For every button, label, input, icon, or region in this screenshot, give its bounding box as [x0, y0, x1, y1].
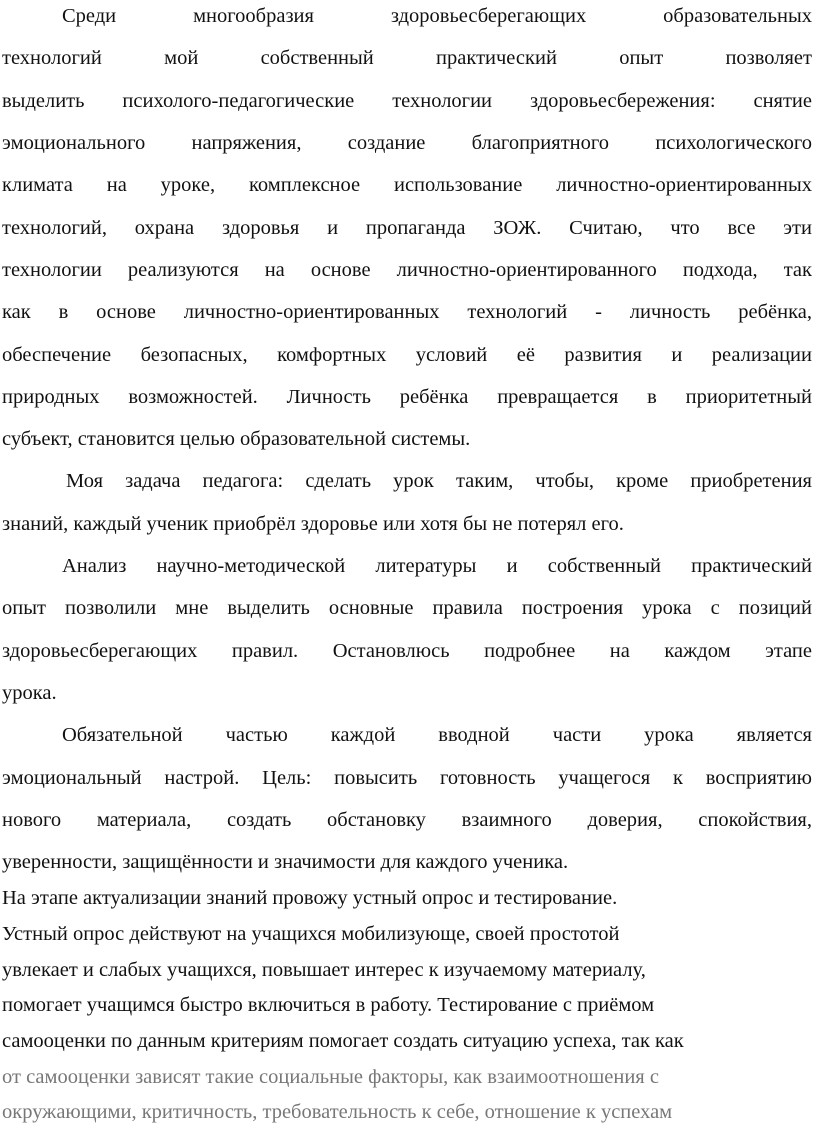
text-line: увлекает и слабых учащихся, повышает интерес к изучаемому материалу,	[2, 959, 646, 981]
text-line: выделить психолого-педагогические технологии здоровьесбережения: снятие	[2, 90, 812, 112]
text-line: эмоциональный настрой. Цель: повысить готовность учащегося к восприятию	[2, 767, 812, 789]
text-line: субъект, становится целью образовательной системы.	[2, 428, 471, 450]
text-line: Обязательной частью каждой вводной части урока является	[62, 724, 812, 746]
text-line: знаний, каждый ученик приобрёл здоровье или хотя бы не потерял его.	[2, 513, 624, 535]
text-line: помогает учащимся быстро включиться в работу. Тестирование с приёмом	[2, 994, 655, 1016]
text-line: технологии реализуются на основе личностно-ориентированного подхода, так	[2, 259, 812, 281]
text-line: Анализ научно-методической литературы и собственный практический	[62, 555, 812, 577]
text-line: Среди многообразия здоровьесберегающих образовательных	[62, 5, 812, 27]
text-line: Моя задача педагога: сделать урок таким, чтобы, кроме приобретения	[66, 470, 812, 492]
text-line: Устный опрос действуют на учащихся мобилизующе, своей простотой	[2, 923, 620, 945]
text-line: эмоционального напряжения, создание благоприятного психологического	[2, 132, 812, 154]
text-line: На этапе актуализации знаний провожу устный опрос и тестирование.	[2, 887, 618, 909]
text-line: от самооценки зависят такие социальные факторы, как взаимоотношения с	[2, 1066, 659, 1088]
text-line: обеспечение безопасных, комфортных условий её развития и реализации	[2, 344, 812, 366]
text-line: уверенности, защищённости и значимости для каждого ученика.	[2, 851, 569, 873]
text-line: климата на уроке, комплексное использование личностно-ориентированных	[2, 174, 812, 196]
text-line: урока.	[2, 682, 57, 704]
text-line: окружающими, критичность, требовательность к себе, отношение к успехам	[2, 1101, 673, 1123]
text-line: природных возможностей. Личность ребёнка превращается в приоритетный	[2, 386, 812, 408]
text-line: как в основе личностно-ориентированных технологий - личность ребёнка,	[2, 301, 812, 323]
text-line: нового материала, создать обстановку взаимного доверия, спокойствия,	[2, 809, 812, 831]
text-line: технологий мой собственный практический опыт позволяет	[2, 47, 812, 69]
text-line: технологий, охрана здоровья и пропаганда ЗОЖ. Считаю, что все эти	[2, 217, 812, 239]
text-line: самооценки по данным критериям помогает создать ситуацию успеха, так как	[2, 1030, 684, 1052]
text-line: опыт позволили мне выделить основные правила построения урока с позиций	[2, 597, 812, 619]
text-line: здоровьесберегающих правил. Остановлюсь подробнее на каждом этапе	[2, 640, 812, 662]
